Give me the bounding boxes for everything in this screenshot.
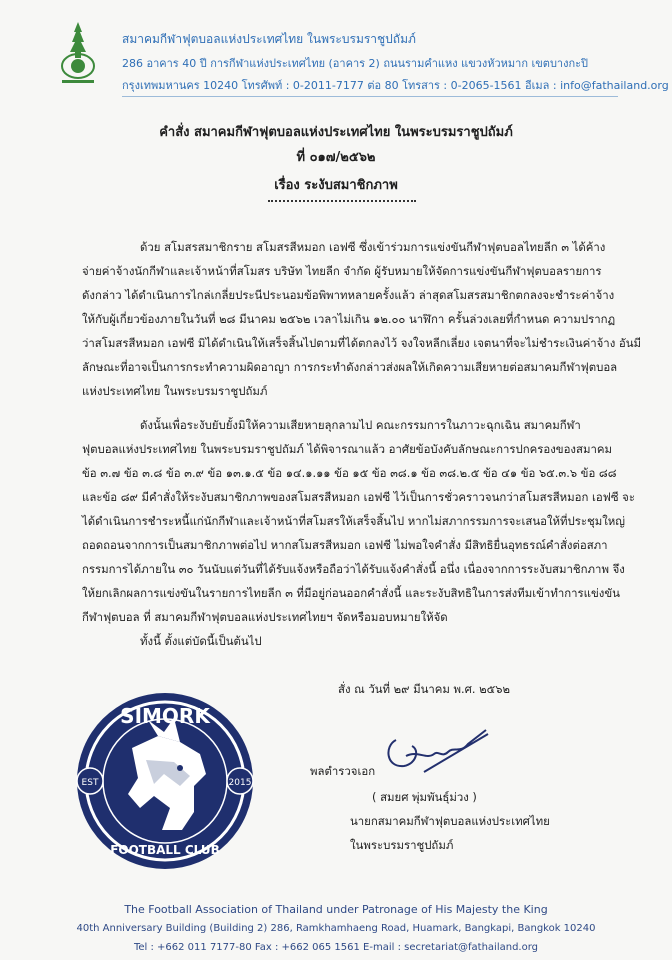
letterhead-address: 286 อาคาร 40 ปี การกีฬาแห่งประเทศไทย (อาคาร 2) ถนนรามคำแหง แขวงหัวหมาก เขตบางกะปิ [122, 57, 589, 70]
body-line: ถอดถอนจากการเป็นสมาชิกภาพต่อไป หากสโมสรสีหมอก เอฟซี ไม่พอใจคำสั่ง มีสิทธิยื่นอุทธรณ์คำสั่งต่อสภา [82, 538, 608, 552]
body-line: กรรมการได้ภายใน ๓๐ วันนับแต่วันที่ได้รับแจ้งหรือถือว่าได้รับแจ้งคำสั่งนี้ อนึ่ง เนื่องจากการระงับสมาชิกภาพ จึง [82, 562, 625, 576]
order-title: คำสั่ง สมาคมกีฬาฟุตบอลแห่งประเทศไทย ในพระบรมราชูปถัมภ์ [159, 125, 513, 140]
body-line: จ่ายค่าจ้างนักกีฬาและเจ้าหน้าที่สโมสร บริษัท ไทยลีก จำกัด ผู้รับหมายให้จัดการแข่งขันกีฬาฟุตบอลรายการ [82, 264, 602, 278]
body-line: ดังนั้นเพื่อระงับยับยั้งมิให้ความเสียหายลุกลามไป คณะกรรมการในภาวะฉุกเฉิน สมาคมกีฬา [140, 418, 581, 432]
footer-org-name: The Football Association of Thailand under Patronage of His Majesty the King [124, 903, 548, 916]
body-line: แห่งประเทศไทย ในพระบรมราชูปถัมภ์ [82, 384, 268, 398]
signing-date: สั่ง ณ วันที่ ๒๙ มีนาคม พ.ศ. ๒๕๖๒ [338, 682, 511, 696]
body-line: ฟุตบอลแห่งประเทศไทย ในพระบรมราชูปถัมภ์ ได้พิจารณาแล้ว อาศัยข้อบังคับลักษณะการปกครองของสมาคม [82, 442, 612, 456]
footer-contact: Tel : +662 011 7177-80 Fax : +662 065 1561 E-mail : secretariat@fathailand.org [133, 942, 539, 953]
signer-title-2: ในพระบรมราชูปถัมภ์ [350, 838, 454, 852]
badge-name: SIMORK [120, 704, 210, 728]
body-line: กีฬาฟุตบอล ที่ สมาคมกีฬาฟุตบอลแห่งประเทศไทยฯ จัดหรือมอบหมายให้จัด [82, 610, 448, 624]
signer-title: นายกสมาคมกีฬาฟุตบอลแห่งประเทศไทย [350, 814, 550, 828]
letterhead-org-name: สมาคมกีฬาฟุตบอลแห่งประเทศไทย ในพระบรมราชูปถัมภ์ [122, 32, 416, 46]
signature-icon [376, 720, 496, 780]
body-line: และข้อ ๘๙ มีคำสั่งให้ระงับสมาชิกภาพของสโมสรสีหมอก เอฟซี ไว้เป็นการชั่วคราวจนกว่าสโมสรสีหมอก เอฟซี จะ [82, 490, 635, 504]
body-line: ด้วย สโมสรสมาชิกราย สโมสรสีหมอก เอฟซี ซึ่งเข้าร่วมการแข่งขันกีฬาฟุตบอลไทยลีก ๓ ได้ค้าง [140, 240, 606, 254]
letterhead-divider [122, 96, 618, 97]
order-number: ที่ ๐๑๗/๒๕๖๒ [296, 150, 376, 165]
body-line: ให้กับผู้เกี่ยวข้องภายในวันที่ ๒๘ มีนาคม ๒๕๖๒ เวลาไม่เกิน ๑๒.๐๐ นาฬิกา ครั้นล่วงเลยที่กำหนด ความปรากฏ [82, 312, 616, 326]
body-line: ให้ยกเลิกผลการแข่งขันในรายการไทยลีก ๓ ที่มีอยู่ก่อนออกคำสั่งนี้ และระงับสิทธิในการส่งทีมเข้าทำการแข่งขัน [82, 586, 620, 600]
simork-fc-badge-icon [62, 690, 268, 872]
signer-name: ( สมยศ พุ่มพันธุ์ม่วง ) [372, 790, 477, 804]
body-line: ได้ดำเนินการชำระหนี้แก่นักกีฬาและเจ้าหน้าที่สโมสรให้เสร็จสิ้นไป หากไม่สภากรรมการจะเสนอให้ที่ประชุมใหญ่ [82, 514, 626, 528]
heading-dotted-rule [268, 200, 416, 202]
letterhead-contact: กรุงเทพมหานคร 10240 โทรศัพท์ : 0-2011-7177 ต่อ 80 โทรสาร : 0-2065-1561 อีเมล : info@fathailand.org [122, 79, 669, 92]
body-line: ข้อ ๓.๗ ข้อ ๓.๘ ข้อ ๓.๙ ข้อ ๑๓.๑.๕ ข้อ ๑๔.๑.๑๑ ข้อ ๑๕ ข้อ ๓๘.๑ ข้อ ๓๘.๒.๕ ข้อ ๔๑ ข้อ ๖๕.๓.๖ ข้อ ๘๘ [82, 466, 617, 480]
signer-rank: พลตำรวจเอก [310, 764, 376, 778]
order-subject: เรื่อง ระงับสมาชิกภาพ [274, 178, 398, 193]
effective-clause: ทั้งนี้ ตั้งแต่บัดนี้เป็นต้นไป [140, 634, 262, 648]
badge-subtitle: FOOTBALL CLUB [110, 843, 220, 857]
badge-est: EST [81, 778, 99, 788]
body-line: ว่าสโมสรสีหมอก เอฟซี มิได้ดำเนินให้เสร็จสิ้นไปตามที่ได้ตกลงไว้ จงใจหลีกเลี่ยง เจตนาที่จะไม่ชำระเงินค่าจ้าง อันมี [82, 336, 642, 350]
badge-year: 2015 [228, 778, 252, 788]
fa-thailand-crest-icon [56, 20, 100, 86]
body-line: ลักษณะที่อาจเป็นการกระทำความผิดอาญา การกระทำดังกล่าวส่งผลให้เกิดความเสียหายต่อสมาคมกีฬาฟุตบอล [82, 360, 618, 374]
body-line: ดังกล่าว ได้ดำเนินการไกล่เกลี่ยประนีประนอมข้อพิพาทหลายครั้งแล้ว ล่าสุดสโมสรสมาชิกตกลงจะชำระค่าจ้าง [82, 288, 615, 302]
footer-address: 40th Anniversary Building (Building 2) 286, Ramkhamhaeng Road, Huamark, Bangkapi, Bangkok 10240 [76, 923, 596, 934]
